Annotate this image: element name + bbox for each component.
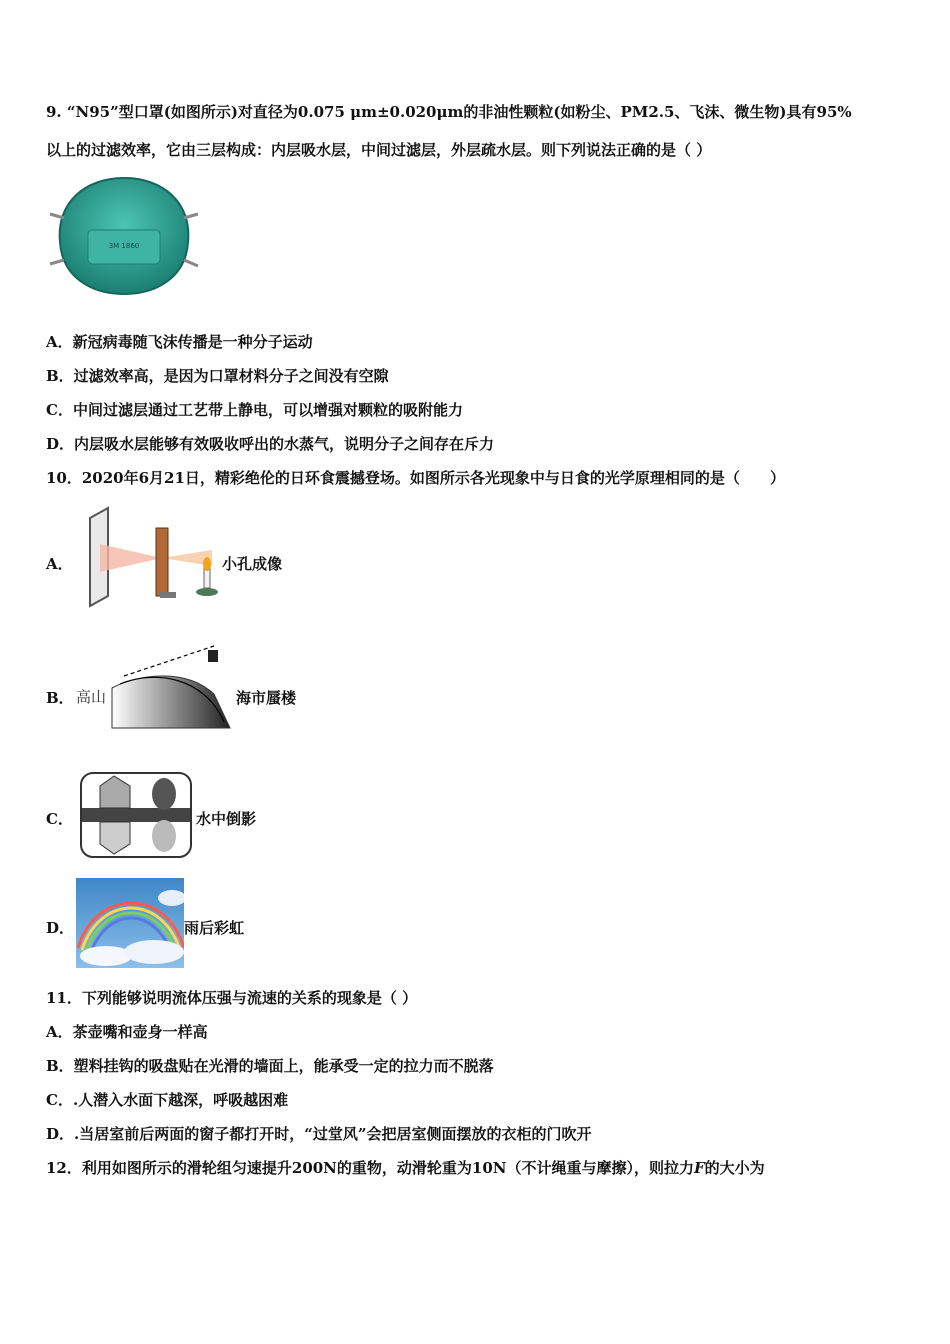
mirage-image	[74, 636, 234, 732]
q12-force-variable: F	[694, 1159, 705, 1177]
q9-option-d: D．内层吸水层能够有效吸收呼出的水蒸气，说明分子之间存在斥力	[46, 435, 495, 453]
q11-option-d: D．.当居室前后两面的窗子都打开时，“过堂风”会把居室侧面摆放的衣柜的门吹开	[46, 1125, 592, 1143]
q10-option-b-letter: B．	[46, 689, 74, 707]
q12-stem	[46, 1158, 765, 1178]
q9-option-a: A．新冠病毒随飞沫传播是一种分子运动	[46, 333, 313, 351]
q10-option-c-letter: C．	[46, 810, 73, 828]
q9-option-c: C．中间过滤层通过工艺带上静电，可以增强对颗粒的吸附能力	[46, 401, 463, 419]
q11-stem: 11．下列能够说明流体压强与流速的关系的现象是（ ）	[46, 989, 418, 1007]
q10-option-d-caption: 雨后彩虹	[184, 919, 245, 937]
q9-option-b: B．过滤效率高，是因为口罩材料分子之间没有空隙	[46, 367, 389, 385]
q10-option-a-letter: A．	[46, 555, 73, 573]
q11-option-a: A．茶壶嘴和壶身一样高	[46, 1023, 208, 1041]
q11-option-b: B．塑料挂钩的吸盘贴在光滑的墙面上，能承受一定的拉力而不脱落	[46, 1057, 494, 1075]
figure-label-mountain: 高山	[76, 688, 107, 706]
q9-stem-line1: 9. “N95”型口罩(如图所示)对直径为0.075 μm±0.020μm的非油性颗粒(如粉尘、PM2.5、飞沫、微生物)具有95%	[46, 103, 852, 121]
q9-stem-line2: 以上的过滤效率，它由三层构成：内层吸水层，中间过滤层，外层疏水层。则下列说法正确的是（ ）	[46, 141, 712, 159]
q10-option-c-caption: 水中倒影	[196, 810, 257, 828]
q11-option-c: C．.人潜入水面下越深，呼吸越困难	[46, 1091, 289, 1109]
water-reflection-image	[80, 772, 192, 858]
rainbow-image	[76, 878, 184, 968]
q10-option-a-caption: 小孔成像	[222, 555, 283, 573]
pinhole-imaging-image	[82, 506, 222, 608]
svg-text:3M 1860: 3M 1860	[108, 242, 140, 250]
n95-mask-image	[46, 172, 202, 300]
q10-option-d-letter: D．	[46, 919, 75, 937]
q10-option-b-caption: 海市蜃楼	[236, 689, 297, 707]
q12-stem-suffix: 的大小为	[704, 1159, 765, 1177]
q12-stem-prefix: 12．利用如图所示的滑轮组匀速提升200N的重物，动滑轮重为10N（不计绳重与摩擦），则拉力	[46, 1159, 694, 1177]
q10-stem: 10．2020年6月21日，精彩绝伦的日环食震撼登场。如图所示各光现象中与日食的光学原理相同的是（ ）	[46, 469, 785, 487]
